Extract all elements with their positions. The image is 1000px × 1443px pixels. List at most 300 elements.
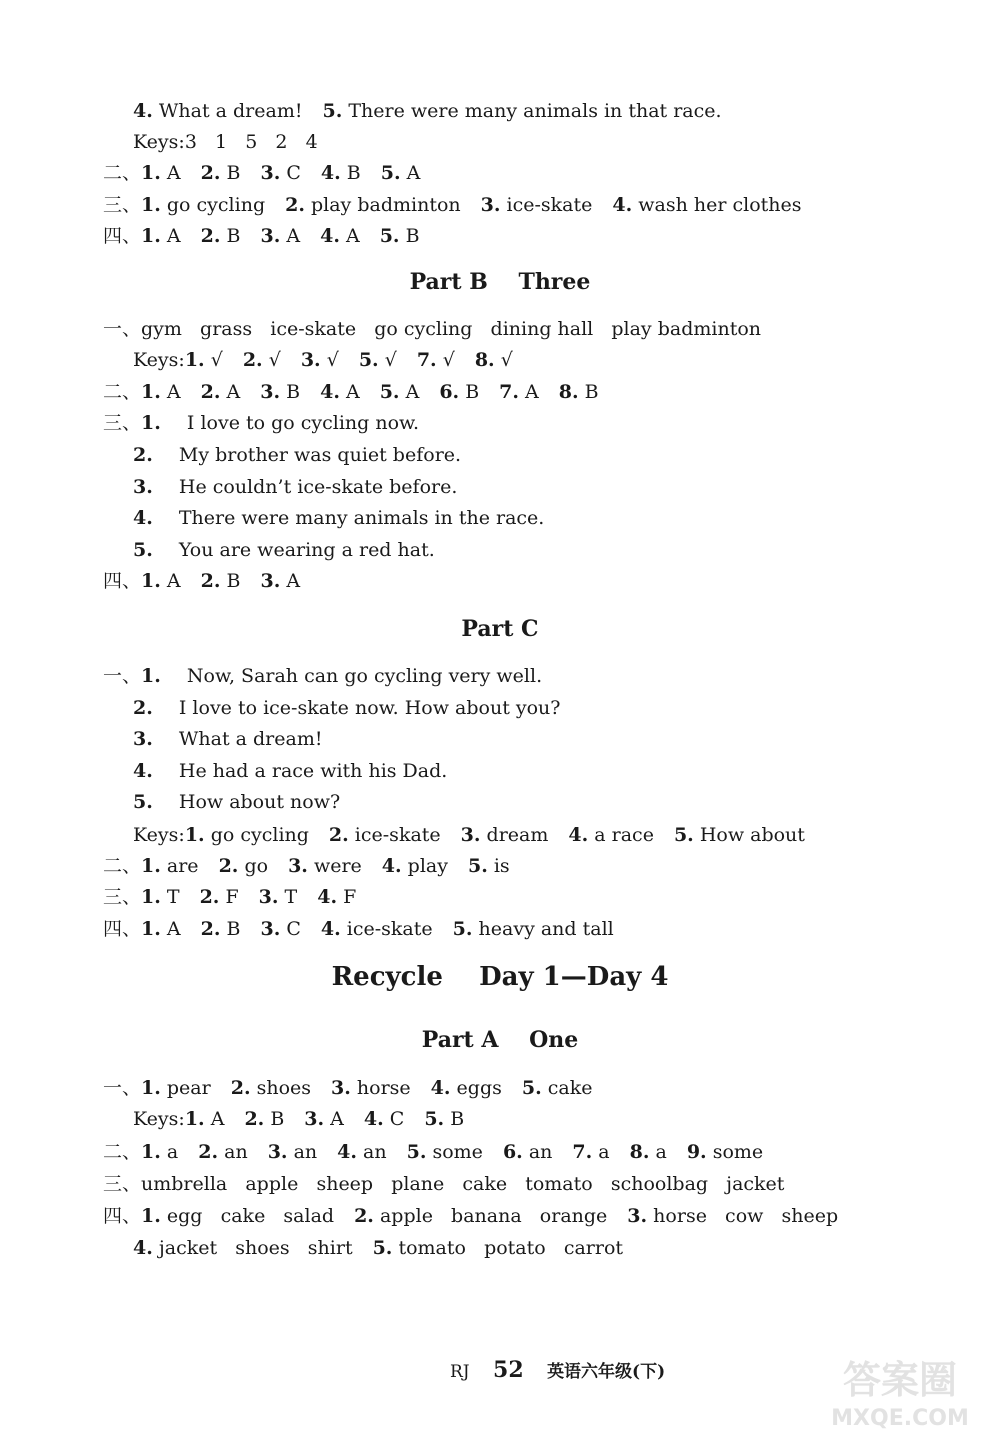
item-text: I love to ice-skate now. How about you? xyxy=(172,697,561,719)
answer-item xyxy=(499,381,539,403)
item-number: 3. xyxy=(258,886,279,908)
answer-item xyxy=(141,855,199,877)
item-number: 2. xyxy=(242,349,263,371)
item-text: A xyxy=(160,162,181,184)
answer-line xyxy=(133,791,340,813)
answer-line xyxy=(133,539,435,561)
item-text: play badminton xyxy=(304,194,461,216)
answer-item xyxy=(141,665,542,687)
item-text: My brother was quiet before. xyxy=(172,444,462,466)
item-number: 5. xyxy=(322,100,343,122)
item-text: I love to go cycling now. xyxy=(180,412,420,434)
item-text: B xyxy=(459,381,480,403)
section-marker: 二、 xyxy=(103,381,142,403)
answer-line xyxy=(133,507,544,529)
answer-line xyxy=(103,162,420,184)
answer-item xyxy=(231,1077,311,1099)
item-text: cake xyxy=(541,1077,593,1099)
item-text: A xyxy=(160,918,181,940)
item-number: 2. xyxy=(133,444,153,466)
item-number: 1. xyxy=(184,1108,205,1130)
item-text: A xyxy=(324,1108,344,1130)
answer-item xyxy=(424,1108,464,1130)
item-text: are xyxy=(160,855,199,877)
answer-item xyxy=(185,1108,225,1130)
answer-item xyxy=(260,570,300,592)
answer-item xyxy=(133,100,303,122)
item-text: F xyxy=(337,886,357,908)
answer-item xyxy=(200,886,239,908)
item-text: a race xyxy=(588,824,654,846)
item-number: 4. xyxy=(320,225,340,247)
item-number: 5. xyxy=(379,381,400,403)
heading-part-b-three: Part B Three xyxy=(409,269,591,295)
item-text: horse xyxy=(350,1077,411,1099)
item-text: √ xyxy=(320,349,339,371)
item-text: √ xyxy=(436,349,455,371)
item-text: an xyxy=(522,1141,553,1163)
item-text: Now, Sarah can go cycling very well. xyxy=(180,665,543,687)
section-marker: 二、 xyxy=(103,1141,142,1163)
item-text: How about now? xyxy=(172,791,341,813)
item-text: an xyxy=(287,1141,318,1163)
answer-item xyxy=(201,162,241,184)
section-marker: 二、 xyxy=(103,162,142,184)
item-text: play xyxy=(401,855,448,877)
item-text: √ xyxy=(204,349,223,371)
section-marker: 四、 xyxy=(103,225,142,247)
item-number: 4. xyxy=(320,381,340,403)
item-text: ice-skate xyxy=(340,918,433,940)
item-number: 1. xyxy=(141,412,161,434)
item-number: 5. xyxy=(372,1237,393,1259)
answer-item xyxy=(244,1108,284,1130)
item-number: 4. xyxy=(612,194,633,216)
answer-item xyxy=(141,225,181,247)
item-number: 3. xyxy=(288,855,308,877)
item-number: 2. xyxy=(328,824,349,846)
answer-item xyxy=(627,1205,838,1227)
item-number: 5. xyxy=(133,539,153,561)
item-number: 3. xyxy=(133,728,153,750)
item-number: 3. xyxy=(260,570,281,592)
item-text: B xyxy=(220,162,241,184)
item-number: 3. xyxy=(260,918,281,940)
answer-item xyxy=(630,1141,667,1163)
answer-line xyxy=(103,570,300,592)
section-marker: 一、 xyxy=(103,1077,142,1099)
item-number: 5. xyxy=(380,162,401,184)
answer-item xyxy=(468,855,510,877)
item-text: √ xyxy=(262,349,281,371)
answer-item xyxy=(461,824,549,846)
item-text: T xyxy=(278,886,298,908)
answer-item xyxy=(559,381,599,403)
answer-item xyxy=(572,1141,609,1163)
item-number: 4. xyxy=(133,507,153,529)
item-text: A xyxy=(339,225,360,247)
item-number: 2. xyxy=(218,855,239,877)
item-text: What a dream! xyxy=(152,100,303,122)
answer-line xyxy=(103,886,356,908)
answer-item xyxy=(407,1141,483,1163)
item-text: horse cow sheep xyxy=(647,1205,839,1227)
item-text: A xyxy=(160,570,181,592)
answer-item xyxy=(380,381,420,403)
svg-text:MXQE.COM: MXQE.COM xyxy=(831,1406,969,1431)
answer-item xyxy=(133,728,323,750)
item-number: 2. xyxy=(200,570,221,592)
item-text: A xyxy=(160,381,181,403)
item-text: apple banana orange xyxy=(373,1205,608,1227)
page-footer xyxy=(450,1357,665,1383)
section-marker: 一、 xyxy=(103,665,142,687)
answer-item xyxy=(141,194,265,216)
answer-line xyxy=(103,918,614,940)
item-number: 5. xyxy=(379,225,400,247)
answer-line xyxy=(103,1205,838,1227)
item-number: 1. xyxy=(141,570,161,592)
item-text: A xyxy=(400,162,421,184)
answer-item xyxy=(354,1205,607,1227)
item-number: 7. xyxy=(416,349,437,371)
item-number: 5. xyxy=(452,918,473,940)
item-text: He couldn’t ice-skate before. xyxy=(172,476,458,498)
answer-line xyxy=(103,225,420,247)
item-text: some xyxy=(426,1141,483,1163)
item-number: 8. xyxy=(629,1141,650,1163)
answer-line xyxy=(133,444,461,466)
item-number: 8. xyxy=(474,349,495,371)
answer-item xyxy=(382,855,448,877)
item-text: C xyxy=(280,162,301,184)
answer-item xyxy=(198,1141,247,1163)
line-text: umbrella apple sheep plane cake tomato schoolbag jacket xyxy=(141,1173,785,1195)
item-text: shoes xyxy=(250,1077,312,1099)
answer-line xyxy=(133,1108,464,1130)
answer-item xyxy=(522,1077,593,1099)
item-text: an xyxy=(356,1141,387,1163)
answer-line xyxy=(103,381,599,403)
item-number: 3. xyxy=(260,225,281,247)
item-number: 2. xyxy=(285,194,305,216)
item-number: 5. xyxy=(133,791,153,813)
answer-item xyxy=(260,918,300,940)
section-marker: 三、 xyxy=(103,194,142,216)
answer-line xyxy=(133,476,457,498)
item-number: 2. xyxy=(200,162,221,184)
answer-item xyxy=(201,918,241,940)
item-text: heavy and tall xyxy=(472,918,614,940)
answer-item xyxy=(141,886,180,908)
item-number: 1. xyxy=(141,1205,161,1227)
answer-item xyxy=(141,381,181,403)
item-text: jacket shoes shirt xyxy=(152,1237,353,1259)
item-number: 1. xyxy=(141,886,161,908)
item-number: 1. xyxy=(184,824,205,846)
item-number: 4. xyxy=(381,855,402,877)
answer-item xyxy=(185,824,309,846)
item-number: 4. xyxy=(337,1141,357,1163)
answer-item xyxy=(260,162,300,184)
answer-item xyxy=(133,760,447,782)
answer-item xyxy=(141,918,181,940)
item-number: 5. xyxy=(358,349,379,371)
item-number: 1. xyxy=(141,855,161,877)
answer-item xyxy=(201,570,241,592)
answer-line xyxy=(133,728,323,750)
answer-item xyxy=(380,225,420,247)
item-text: F xyxy=(219,886,239,908)
heading-part-c: Part C xyxy=(461,616,539,642)
item-number: 2. xyxy=(230,1077,251,1099)
item-text: B xyxy=(399,225,420,247)
item-text: go cycling xyxy=(204,824,309,846)
item-text: B xyxy=(220,570,241,592)
item-text: A xyxy=(399,381,420,403)
answer-line xyxy=(133,824,805,846)
answer-item xyxy=(260,381,300,403)
item-number: 7. xyxy=(499,381,520,403)
item-number: 1. xyxy=(184,349,205,371)
watermark-logo xyxy=(810,1345,990,1435)
item-text: B xyxy=(220,918,241,940)
answer-item xyxy=(133,539,435,561)
answer-item xyxy=(503,1141,552,1163)
item-text: B xyxy=(280,381,301,403)
answer-item xyxy=(687,1141,763,1163)
item-number: 4. xyxy=(568,824,589,846)
item-text: a xyxy=(649,1141,667,1163)
answer-item xyxy=(288,855,362,877)
section-marker: 三、 xyxy=(103,886,142,908)
item-number: 4. xyxy=(363,1108,384,1130)
item-number: 4. xyxy=(430,1077,451,1099)
answer-item xyxy=(381,162,421,184)
item-text: A xyxy=(220,381,241,403)
item-number: 4. xyxy=(133,100,153,122)
answer-item xyxy=(201,381,241,403)
answer-item xyxy=(321,918,433,940)
item-text: T xyxy=(160,886,180,908)
item-text: B xyxy=(340,162,361,184)
item-text: There were many animals in the race. xyxy=(172,507,545,529)
item-number: 2. xyxy=(354,1205,374,1227)
answer-item xyxy=(285,194,461,216)
item-number: 7. xyxy=(572,1141,593,1163)
item-text: eggs xyxy=(450,1077,502,1099)
answer-item xyxy=(141,1077,211,1099)
item-number: 4. xyxy=(133,1237,153,1259)
item-text: You are wearing a red hat. xyxy=(172,539,435,561)
answer-item xyxy=(331,1077,411,1099)
item-number: 4. xyxy=(133,760,153,782)
answer-line xyxy=(133,349,513,371)
item-text: √ xyxy=(494,349,513,371)
item-text: an xyxy=(218,1141,248,1163)
item-text: √ xyxy=(378,349,397,371)
item-number: 5. xyxy=(406,1141,427,1163)
item-number: 2. xyxy=(200,225,221,247)
answer-item xyxy=(431,1077,502,1099)
item-text: He had a race with his Dad. xyxy=(172,760,448,782)
answer-line xyxy=(133,760,447,782)
item-text: A xyxy=(160,225,181,247)
item-text: a xyxy=(160,1141,179,1163)
answer-item xyxy=(481,194,593,216)
item-number: 2. xyxy=(200,918,221,940)
answer-item xyxy=(453,918,614,940)
answer-item xyxy=(133,444,461,466)
item-number: 3. xyxy=(133,476,153,498)
answer-item xyxy=(674,824,805,846)
answer-line xyxy=(103,1077,592,1099)
answer-item xyxy=(219,855,269,877)
line-text: Keys:3 1 5 2 4 xyxy=(133,131,318,153)
answer-line xyxy=(133,131,318,153)
item-number: 1. xyxy=(141,194,161,216)
answer-item xyxy=(568,824,654,846)
item-text: dream xyxy=(480,824,549,846)
answer-item xyxy=(141,412,419,434)
answer-item xyxy=(133,697,560,719)
answer-line xyxy=(103,318,761,340)
item-text: wash her clothes xyxy=(632,194,802,216)
answer-item xyxy=(337,1141,386,1163)
item-text: A xyxy=(204,1108,225,1130)
item-text: B xyxy=(578,381,599,403)
answer-item xyxy=(475,349,513,371)
answer-line xyxy=(103,412,419,434)
keys-label: Keys: xyxy=(133,824,185,846)
answer-item xyxy=(259,886,298,908)
answer-item xyxy=(417,349,455,371)
section-marker: 三、 xyxy=(103,1173,142,1195)
answer-item xyxy=(268,1141,317,1163)
answer-item xyxy=(439,381,479,403)
answer-item xyxy=(260,225,300,247)
item-number: 4. xyxy=(320,918,341,940)
answer-item xyxy=(301,349,339,371)
item-number: 4. xyxy=(320,162,341,184)
section-marker: 二、 xyxy=(103,855,142,877)
answer-line xyxy=(133,100,722,122)
item-text: ice-skate xyxy=(348,824,441,846)
item-number: 3. xyxy=(304,1108,325,1130)
answer-line xyxy=(103,1173,784,1195)
section-marker: 三、 xyxy=(103,412,142,434)
answer-item xyxy=(373,1237,623,1259)
line-text: gym grass ice-skate go cycling dining hall play badminton xyxy=(141,318,762,340)
item-number: 4. xyxy=(317,886,338,908)
item-text: A xyxy=(280,225,301,247)
item-number: 1. xyxy=(141,665,161,687)
item-text: is xyxy=(487,855,510,877)
answer-item xyxy=(141,1141,178,1163)
item-text: go cycling xyxy=(160,194,266,216)
item-number: 1. xyxy=(141,162,161,184)
item-number: 3. xyxy=(260,162,281,184)
item-number: 3. xyxy=(260,381,281,403)
section-marker: 四、 xyxy=(103,1205,142,1227)
item-number: 3. xyxy=(331,1077,351,1099)
item-text: What a dream! xyxy=(172,728,323,750)
answer-line xyxy=(103,855,510,877)
item-number: 9. xyxy=(686,1141,707,1163)
answer-line xyxy=(103,194,802,216)
section-marker: 一、 xyxy=(103,318,142,340)
answer-item xyxy=(201,225,241,247)
item-text: C xyxy=(280,918,301,940)
item-number: 3. xyxy=(460,824,481,846)
item-number: 2. xyxy=(244,1108,265,1130)
item-text: go xyxy=(238,855,269,877)
item-number: 3. xyxy=(627,1205,648,1227)
item-number: 1. xyxy=(141,918,161,940)
answer-line xyxy=(133,697,560,719)
item-text: egg cake salad xyxy=(160,1205,335,1227)
item-text: were xyxy=(307,855,362,877)
answer-item xyxy=(364,1108,404,1130)
answer-item xyxy=(133,507,544,529)
item-text: some xyxy=(706,1141,764,1163)
answer-item xyxy=(133,791,340,813)
item-number: 2. xyxy=(200,381,221,403)
item-number: 3. xyxy=(267,1141,288,1163)
item-text: How about xyxy=(693,824,805,846)
answer-item xyxy=(133,476,457,498)
section-marker: 四、 xyxy=(103,918,142,940)
item-text: a xyxy=(592,1141,610,1163)
item-number: 2. xyxy=(199,886,220,908)
item-number: 5. xyxy=(467,855,488,877)
item-number: 5. xyxy=(673,824,694,846)
footer-subject: 英语六年级(下) xyxy=(547,1362,666,1382)
keys-label: Keys: xyxy=(133,1108,185,1130)
answer-line xyxy=(103,665,542,687)
item-number: 6. xyxy=(439,381,460,403)
item-number: 5. xyxy=(424,1108,445,1130)
item-text: A xyxy=(519,381,539,403)
item-number: 1. xyxy=(141,1077,161,1099)
item-number: 1. xyxy=(141,225,161,247)
answer-item xyxy=(329,824,441,846)
heading-part-a-one: Part A One xyxy=(421,1027,579,1053)
answer-item xyxy=(320,225,360,247)
answer-item xyxy=(323,100,722,122)
answer-item xyxy=(141,1205,334,1227)
item-number: 5. xyxy=(521,1077,542,1099)
answer-item xyxy=(141,570,181,592)
answer-item xyxy=(304,1108,344,1130)
item-text: B xyxy=(220,225,241,247)
item-text: C xyxy=(383,1108,405,1130)
item-number: 1. xyxy=(141,381,161,403)
answer-item xyxy=(321,162,361,184)
item-text: ice-skate xyxy=(500,194,593,216)
item-number: 2. xyxy=(198,1141,219,1163)
svg-text:答案圈: 答案圈 xyxy=(842,1358,958,1402)
answer-line xyxy=(133,1237,623,1259)
answer-item xyxy=(317,886,356,908)
item-number: 2. xyxy=(133,697,153,719)
item-number: 3. xyxy=(300,349,321,371)
answer-item xyxy=(359,349,397,371)
answer-item xyxy=(185,349,223,371)
item-number: 6. xyxy=(502,1141,523,1163)
page-number: 52 xyxy=(493,1357,524,1383)
answer-item xyxy=(141,162,181,184)
